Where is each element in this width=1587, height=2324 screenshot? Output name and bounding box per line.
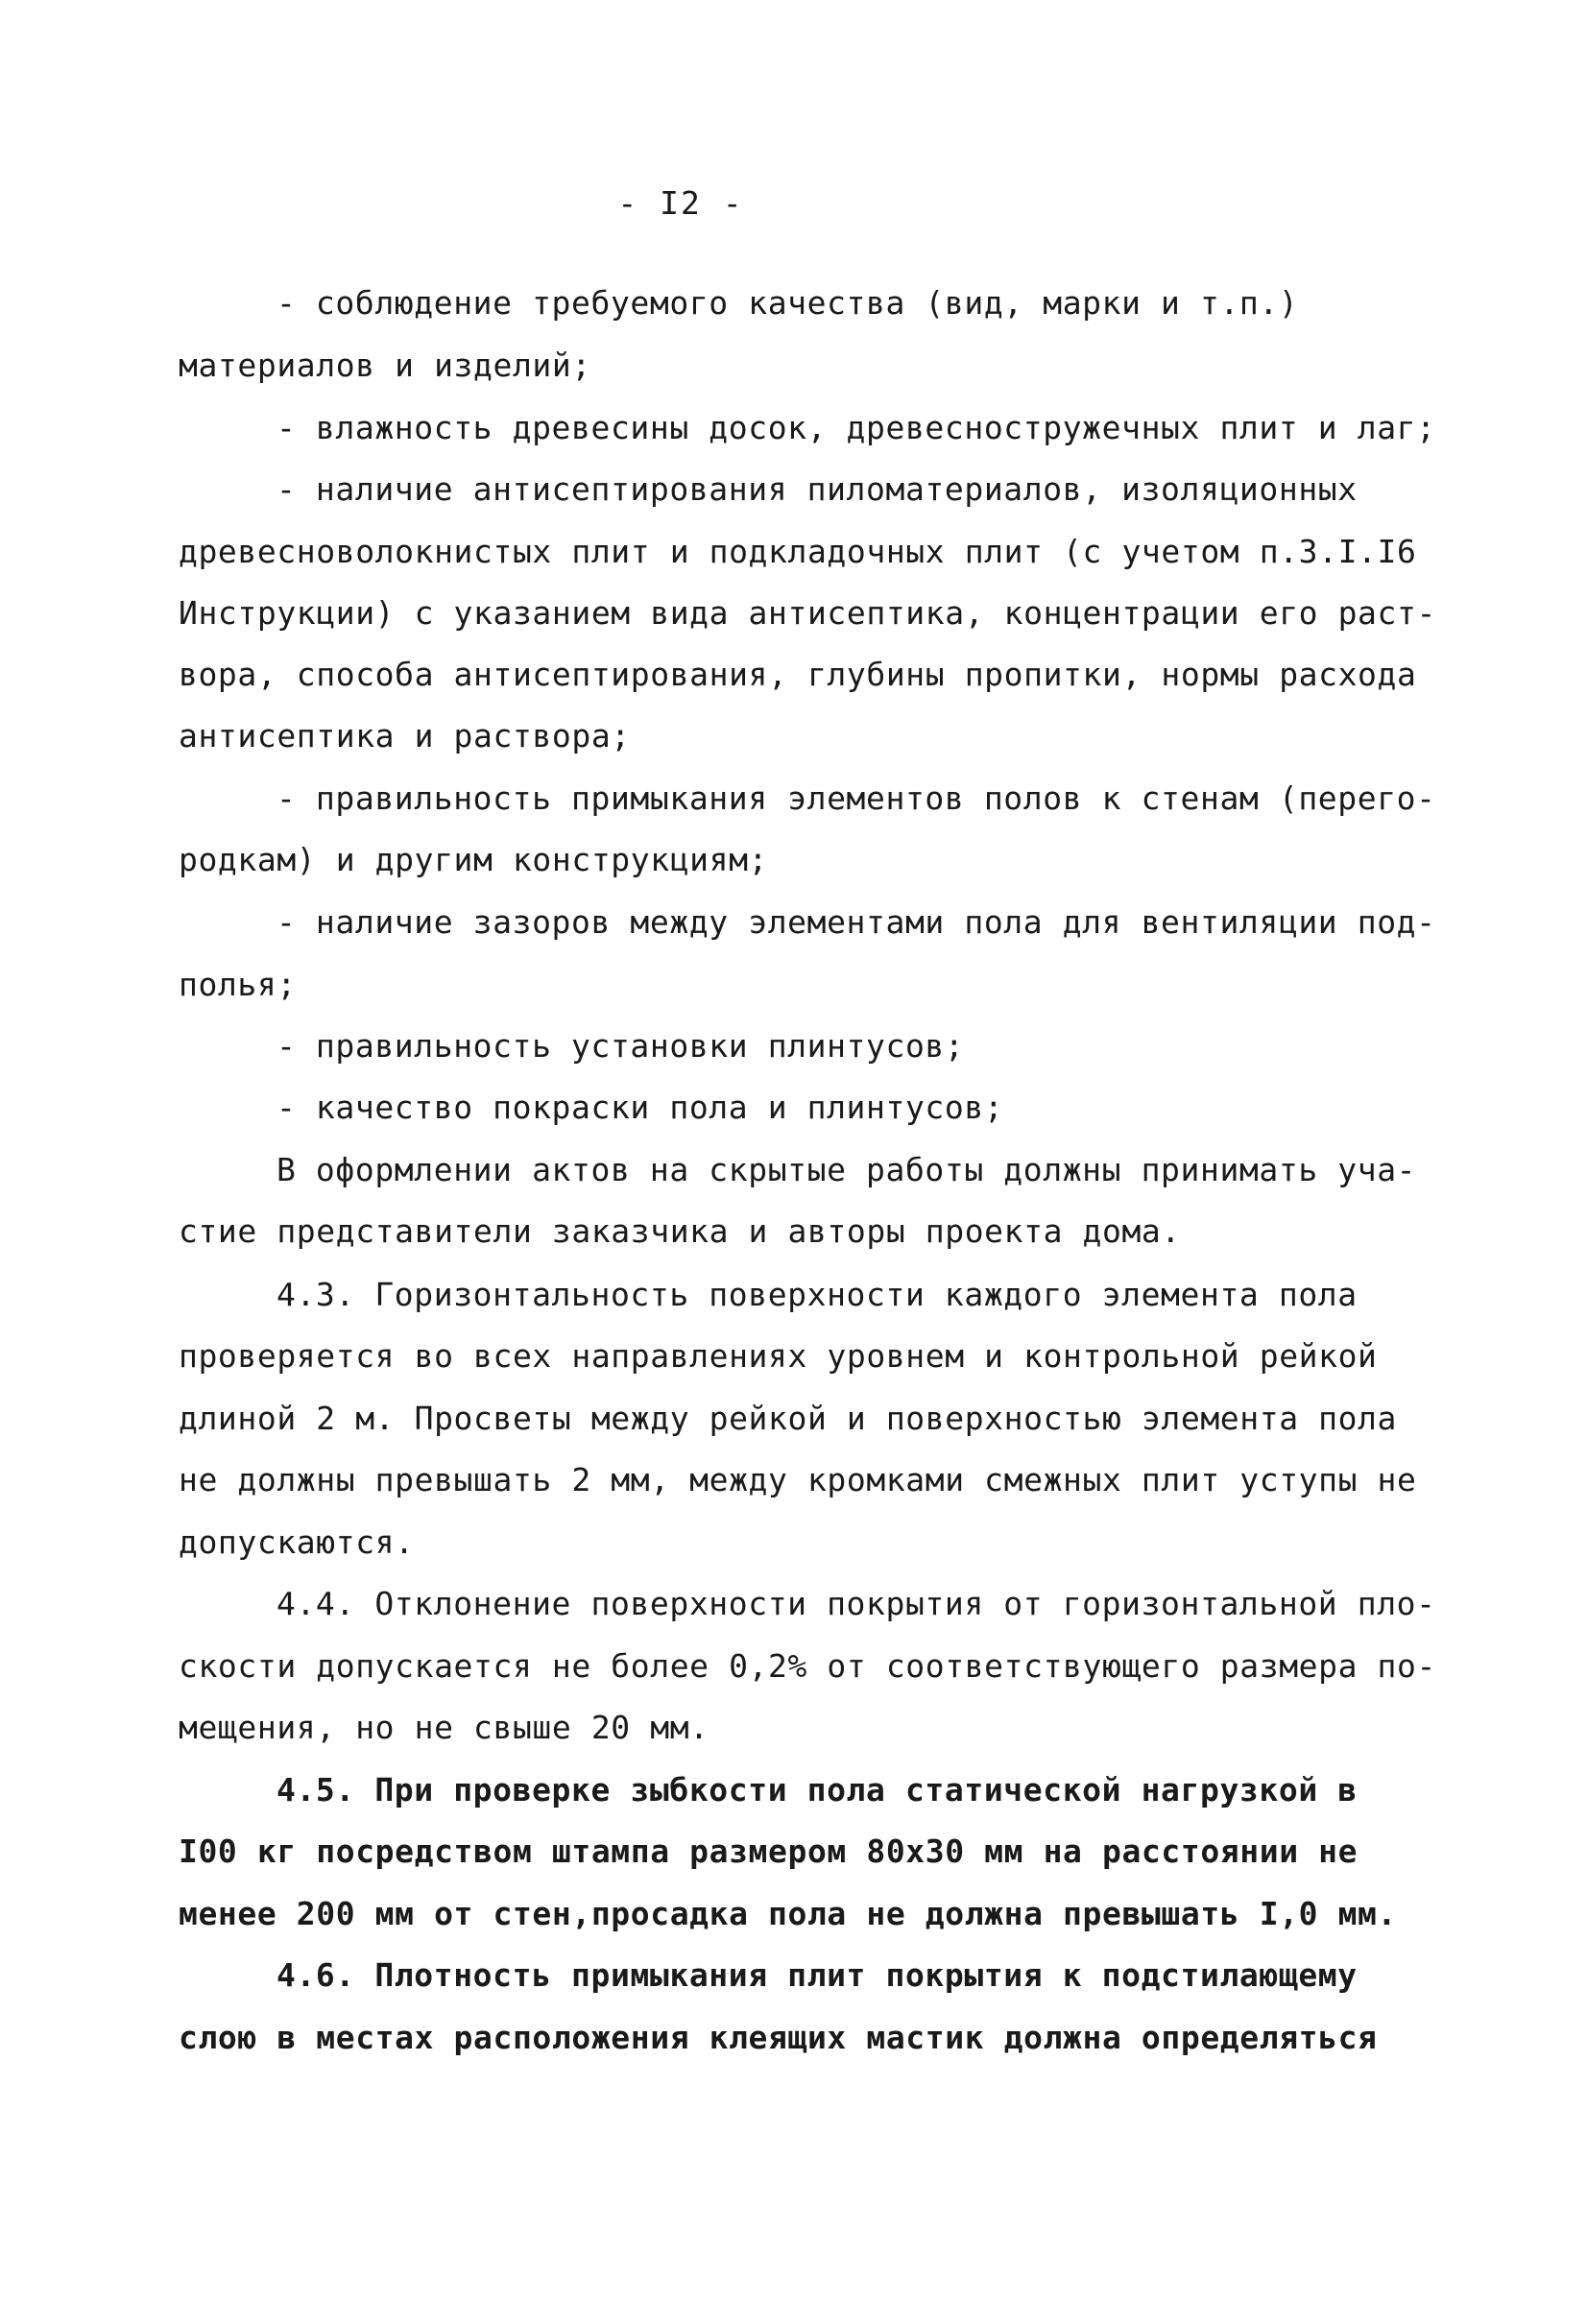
text-line: - влажность древесины досок, древесностружечных плит и лаг;	[277, 409, 1436, 446]
text-line: родкам) и другим конструкциям;	[179, 841, 769, 878]
text-line: - правильность примыкания элементов полов к стенам (перего-	[277, 779, 1436, 817]
text-line: 4.5. При проверке зыбкости пола статической нагрузкой в	[277, 1771, 1358, 1809]
text-line: стие представители заказчика и авторы проекта дома.	[179, 1212, 1181, 1250]
text-line: Инструкции) с указанием вида антисептика, концентрации его раст-	[179, 594, 1436, 632]
text-line: 4.4. Отклонение поверхности покрытия от горизонтальной пло-	[277, 1585, 1436, 1622]
text-line: 4.3. Горизонтальность поверхности каждого элемента пола	[277, 1276, 1358, 1313]
text-line: вора, способа антисептирования, глубины пропитки, нормы расхода	[179, 656, 1417, 693]
page-number: - I2 -	[617, 184, 744, 222]
text-line: древесноволокнистых плит и подкладочных плит (с учетом п.3.I.I6	[179, 533, 1417, 570]
text-line: I00 кг посредством штампа размером 80х30 мм на расстоянии не	[179, 1833, 1359, 1870]
text-line: менее 200 мм от стен,просадка пола не должна превышать I,0 мм.	[179, 1895, 1397, 1932]
text-line: мещения, но не свыше 20 мм.	[179, 1709, 709, 1746]
text-line: 4.6. Плотность примыкания плит покрытия к подстилающему	[277, 1956, 1358, 1994]
text-line: антисептика и раствора;	[179, 717, 631, 755]
text-line: В оформлении актов на скрытые работы должны принимать уча-	[277, 1151, 1417, 1188]
text-line: полья;	[179, 966, 297, 1003]
text-line: - наличие антисептирования пиломатериалов, изоляционных	[277, 470, 1358, 508]
text-line: - качество покраски пола и плинтусов;	[277, 1089, 1004, 1126]
text-line: - наличие зазоров между элементами пола для вентиляции под-	[277, 903, 1436, 941]
text-line: - правильность установки плинтусов;	[277, 1027, 965, 1065]
text-line: скости допускается не более 0,2% от соответствующего размера по-	[179, 1647, 1436, 1685]
page-number-row	[0, 184, 1587, 222]
text-line: допускаются.	[179, 1523, 415, 1561]
text-line: длиной 2 м. Просветы между рейкой и поверхностью элемента пола	[179, 1400, 1397, 1437]
text-line: материалов и изделий;	[179, 347, 591, 384]
text-line: - соблюдение требуемого качества (вид, марки и т.п.)	[277, 284, 1299, 322]
text-line: проверяется во всех направлениях уровнем и контрольной рейкой	[179, 1337, 1378, 1375]
text-line: слою в местах расположения клеящих мастик должна определяться	[179, 2019, 1378, 2056]
text-line: не должны превышать 2 мм, между кромками смежных плит уступы не	[179, 1461, 1417, 1498]
